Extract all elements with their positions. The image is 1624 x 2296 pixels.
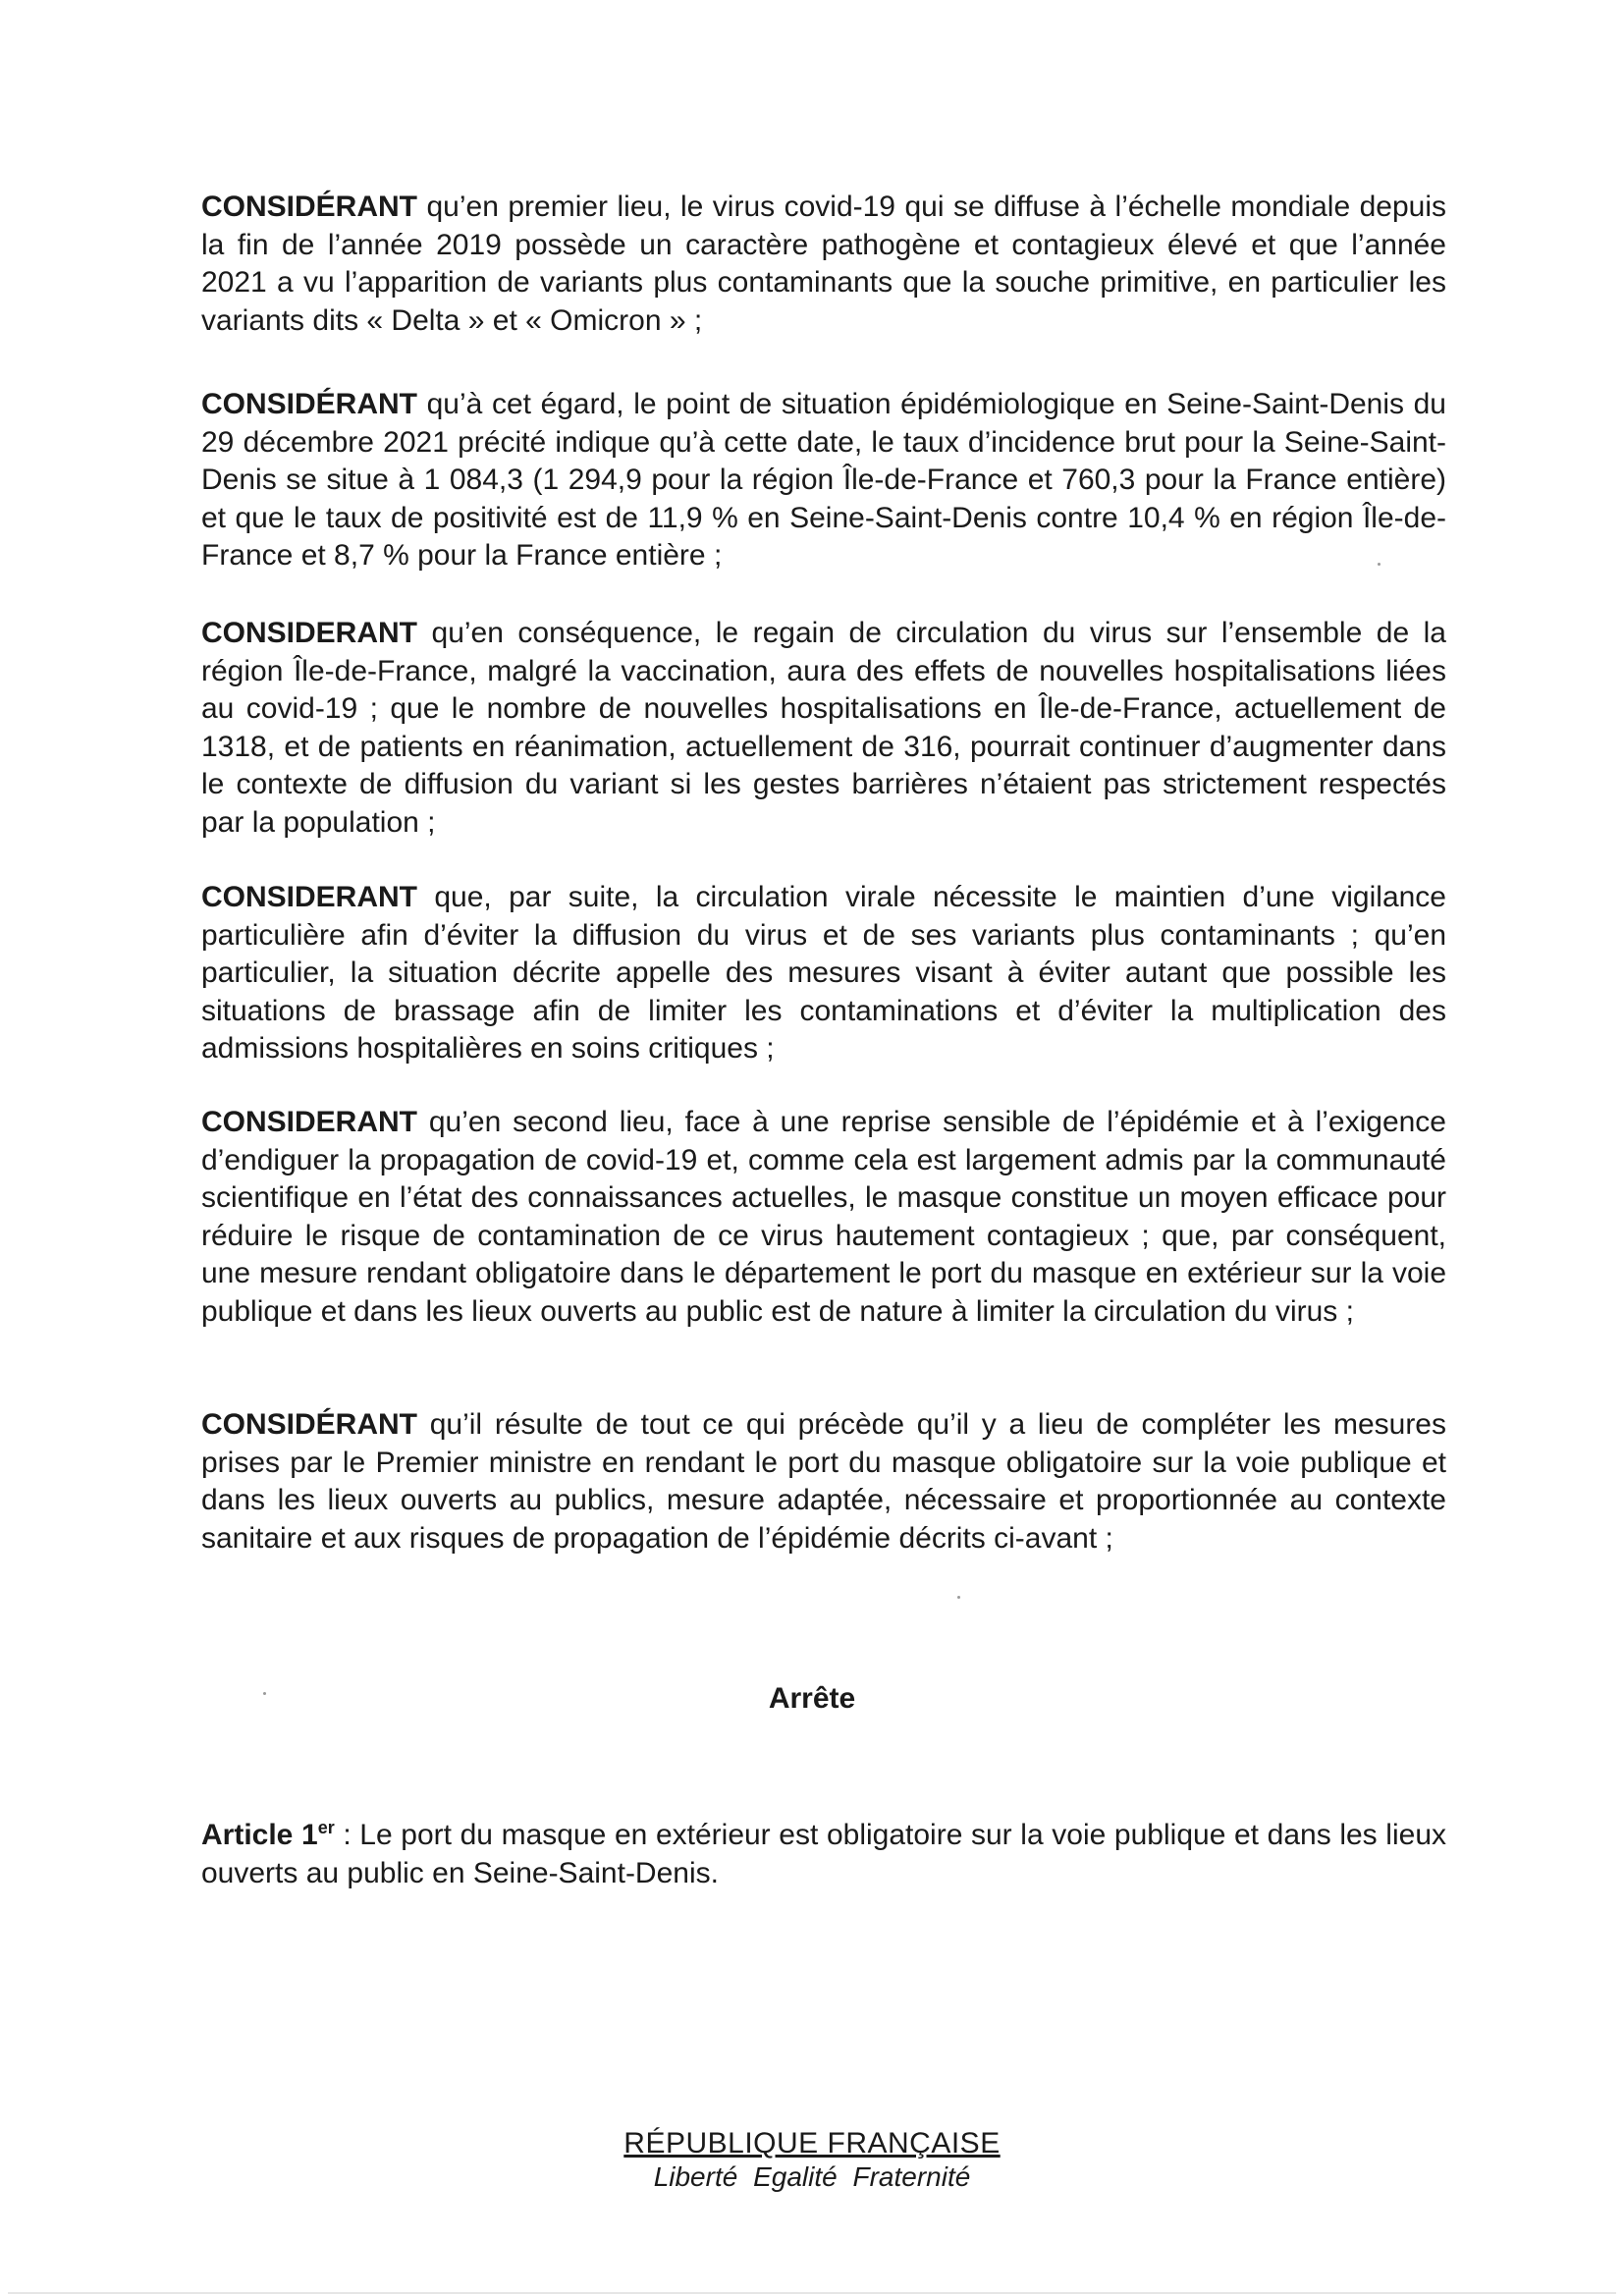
footer-motto: Liberté Egalité Fraternité [653, 2161, 971, 2192]
considerant-text: qu’en conséquence, le regain de circulation du virus sur l’ensemble de la région Île-de-France, malgré la vaccination, aura des effets de nouvelles hospitalisations liées au covid-19 ; que le nombre de nouvelles hospitalisations en Île-de-France, actuellement de 1318, et de patients en réanimation, actuellement de 316, pourrait continuer d’augmenter dans le contexte de diffusion du variant si les gestes barrières n’étaient pas strictement respectés par la population ; [201, 617, 1446, 839]
article-text: Le port du masque en extérieur est obligatoire sur la voie publique et dans les lieux ouverts au public en Seine-Saint-Denis. [201, 1819, 1446, 1889]
considerant-paragraph-5 [201, 1104, 1446, 1332]
scan-speck [263, 1692, 266, 1695]
footer [0, 2127, 1624, 2194]
considerant-paragraph-1 [201, 189, 1446, 340]
considerant-text: qu’en premier lieu, le virus covid-19 qui se diffuse à l’échelle mondiale depuis la fin de l’année 2019 possède un caractère pathogène et contagieux élevé et que l’année 2021 a vu l’apparition de variants plus contaminants que la souche primitive, en particulier les variants dits « Delta » et « Omicron » ; [201, 191, 1446, 337]
considerant-keyword: CONSIDÉRANT [201, 191, 418, 223]
considerant-keyword: CONSIDÉRANT [201, 1408, 418, 1441]
considerant-keyword: CONSIDÉRANT [201, 388, 418, 420]
considerant-keyword: CONSIDERANT [201, 1106, 418, 1138]
scan-speck [957, 1596, 960, 1599]
article-label [201, 1819, 335, 1851]
article-separator: : [334, 1819, 360, 1851]
footer-republic-name: RÉPUBLIQUE FRANÇAISE [623, 2127, 1001, 2159]
considerant-text: qu’il résulte de tout ce qui précède qu’il y a lieu de compléter les mesures prises par le Premier ministre en rendant le port du masque obligatoire sur la voie publique et dans les lieux ouverts au publics, mesure adaptée, nécessaire et proportionnée au contexte sanitaire et aux risques de propagation de l’épidémie décrits ci-avant ; [201, 1408, 1446, 1555]
scan-edge [8, 2292, 1616, 2294]
considerant-text: qu’en second lieu, face à une reprise sensible de l’épidémie et à l’exigence d’endiguer la propagation de covid-19 et, comme cela est largement admis par la communauté scientifique en l’état des connaissances actuelles, le masque constitue un moyen efficace pour réduire le risque de contamination de ce virus hautement contagieux ; que, par conséquent, une mesure rendant obligatoire dans le département le port du masque en extérieur sur la voie publique et dans les lieux ouverts au public est de nature à limiter la circulation du virus ; [201, 1106, 1446, 1328]
considerant-text: qu’à cet égard, le point de situation épidémiologique en Seine-Saint-Denis du 29 décembre 2021 précité indique qu’à cette date, le taux d’incidence brut pour la Seine-Saint-Denis se situe à 1 084,3 (1 294,9 pour la région Île-de-France et 760,3 pour la France entière) et que le taux de positivité est de 11,9 % en Seine-Saint-Denis contre 10,4 % en région Île-de-France et 8,7 % pour la France entière ; [201, 388, 1446, 573]
considerant-keyword: CONSIDERANT [201, 617, 418, 649]
considerant-text: que, par suite, la circulation virale nécessite le maintien d’une vigilance particulière afin d’éviter la diffusion du virus et de ses variants plus contaminants ; qu’en particulier, la situation décrite appelle des mesures visant à éviter autant que possible les situations de brassage afin de limiter les contaminations et d’éviter la multiplication des admissions hospitalières en soins critiques ; [201, 881, 1446, 1066]
considerant-paragraph-2 [201, 386, 1446, 575]
considerant-paragraph-3 [201, 615, 1446, 843]
considerant-keyword: CONSIDERANT [201, 881, 418, 913]
article-label-text: Article 1 [201, 1819, 318, 1851]
article-1 [201, 1817, 1446, 1892]
article-label-sup: er [317, 1818, 335, 1837]
scan-speck [1378, 563, 1380, 566]
considerant-paragraph-6 [201, 1406, 1446, 1558]
considerant-paragraph-4 [201, 879, 1446, 1068]
decision-heading: Arrête [768, 1682, 856, 1715]
